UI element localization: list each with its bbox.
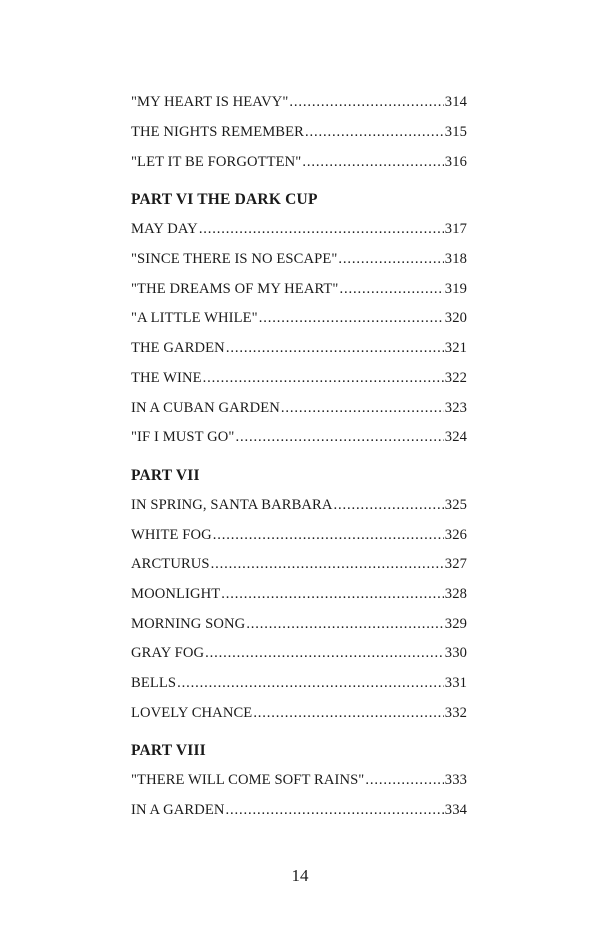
entry-title: IN A CUBAN GARDEN [131, 399, 280, 416]
dot-leader [305, 124, 444, 141]
dot-leader [253, 705, 443, 722]
entry-title: BELLS [131, 675, 177, 692]
entry-page: 323 [444, 399, 467, 416]
toc-entry [131, 580, 467, 610]
dot-leader [289, 94, 443, 111]
toc-entry [131, 274, 467, 304]
entry-page: 334 [444, 802, 467, 819]
table-of-contents [131, 88, 467, 825]
dot-leader [177, 675, 444, 692]
dot-leader [338, 251, 443, 268]
entry-page: 321 [444, 340, 467, 357]
toc-entry [131, 698, 467, 728]
entry-title: "SINCE THERE IS NO ESCAPE" [131, 251, 338, 268]
toc-entry [131, 364, 467, 394]
dot-leader [365, 772, 443, 789]
dot-leader [205, 645, 444, 662]
part-heading: PART VI THE DARK CUP [131, 191, 318, 209]
entry-page: 329 [444, 615, 467, 632]
entry-title: LOVELY CHANCE [131, 704, 253, 721]
entry-page: 314 [444, 94, 467, 111]
entry-title: IN SPRING, SANTA BARBARA [131, 496, 333, 513]
entry-title: "LET IT BE FORGOTTEN" [131, 153, 302, 170]
dot-leader [213, 527, 444, 544]
entry-page: 332 [444, 704, 467, 721]
entry-page: 330 [444, 645, 467, 662]
entry-page: 315 [444, 124, 467, 141]
entry-title: GRAY FOG [131, 645, 205, 662]
dot-leader [199, 221, 444, 238]
entry-title: "THERE WILL COME SOFT RAINS" [131, 772, 365, 789]
toc-entry [131, 609, 467, 639]
entry-page: 326 [444, 526, 467, 543]
page-number: 14 [291, 866, 309, 885]
entry-title: MAY DAY [131, 221, 198, 238]
entry-page: 317 [444, 221, 467, 238]
dot-leader [226, 340, 444, 357]
entry-page: 319 [444, 280, 467, 297]
dot-leader [226, 802, 444, 819]
toc-section [131, 736, 467, 825]
entry-title: IN A GARDEN [131, 802, 225, 819]
dot-leader [211, 556, 444, 573]
entry-title: THE NIGHTS REMEMBER [131, 124, 304, 141]
toc-entry [131, 245, 467, 275]
entry-page: 318 [444, 251, 467, 268]
dot-leader [235, 429, 443, 446]
dot-leader [340, 281, 444, 298]
entry-title: "MY HEART IS HEAVY" [131, 94, 289, 111]
toc-entry [131, 215, 467, 245]
dot-leader [246, 616, 443, 633]
toc-section [131, 185, 467, 453]
toc-entry [131, 766, 467, 796]
entry-title: "IF I MUST GO" [131, 429, 235, 446]
toc-entry [131, 669, 467, 699]
entry-title: ARCTURUS [131, 556, 210, 573]
toc-entry [131, 520, 467, 550]
dot-leader [334, 497, 444, 514]
entry-page: 331 [444, 675, 467, 692]
entry-page: 316 [444, 153, 467, 170]
toc-entry [131, 334, 467, 364]
entry-title: "THE DREAMS OF MY HEART" [131, 280, 339, 297]
entry-title: WHITE FOG [131, 526, 212, 543]
toc-entry [131, 796, 467, 826]
entry-title: MORNING SONG [131, 615, 246, 632]
dot-leader [281, 400, 444, 417]
toc-entry [131, 639, 467, 669]
part-heading: PART VII [131, 466, 200, 484]
dot-leader [221, 586, 444, 603]
toc-entry [131, 118, 467, 148]
toc-section [131, 461, 467, 729]
entry-title: "A LITTLE WHILE" [131, 310, 258, 327]
entry-title: THE GARDEN [131, 340, 225, 357]
entry-page: 324 [444, 429, 467, 446]
entry-page: 327 [444, 556, 467, 573]
toc-entry [131, 304, 467, 334]
entry-page: 320 [444, 310, 467, 327]
toc-entry [131, 88, 467, 118]
toc-entry [131, 147, 467, 177]
toc-entry [131, 550, 467, 580]
dot-leader [203, 370, 444, 387]
toc-entry [131, 393, 467, 423]
entry-title: THE WINE [131, 369, 202, 386]
entry-page: 328 [444, 585, 467, 602]
entry-page: 333 [444, 772, 467, 789]
entry-title: MOONLIGHT [131, 585, 221, 602]
entry-page: 322 [444, 369, 467, 386]
toc-entry [131, 491, 467, 521]
dot-leader [302, 154, 443, 171]
entry-page: 325 [444, 496, 467, 513]
toc-entry [131, 423, 467, 453]
part-heading: PART VIII [131, 742, 206, 760]
toc-section [131, 88, 467, 177]
dot-leader [259, 310, 444, 327]
